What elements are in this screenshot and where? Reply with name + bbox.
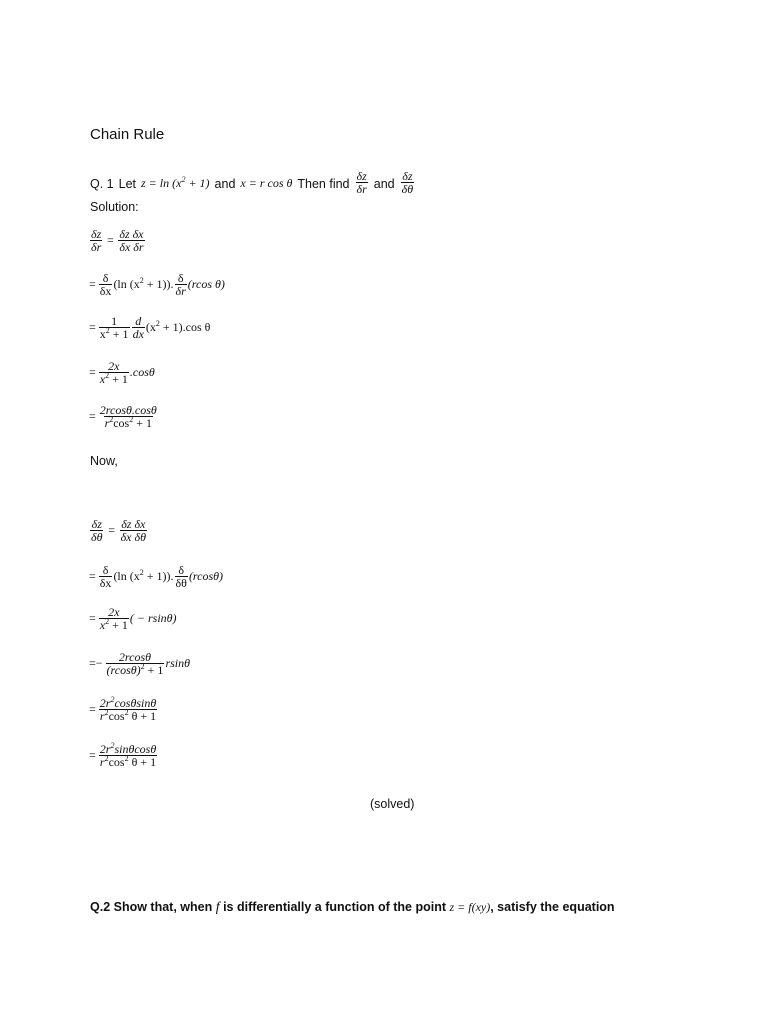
and-text-2: and	[373, 177, 395, 191]
question-2: Q.2 Show that, when f is differentially a function of the point z = f(xy) , satisfy the equation	[90, 900, 615, 915]
step-theta-2: = $\frac{\delta}{\delta x}$ (ln $(x^2 + 1)$). $\frac{\delta}{\delta\theta}$ (rcosθ)	[89, 563, 224, 590]
z-definition: $z = \ln (x^2 + 1)$	[141, 175, 210, 190]
question-1-label: Q. 1	[90, 177, 114, 191]
dz-dtheta-fraction: $\frac{\delta z}{\delta\theta}$	[401, 169, 414, 196]
step-r-2: = $\frac{\delta}{\delta x}$ (ln $(x^2 + 1)$). $\frac{\delta}{\delta r}$ (rcos θ)	[89, 271, 225, 298]
step-theta-3: = $\frac{2x}{x^2 + 1}$ ( − rsinθ)	[89, 605, 177, 632]
step-theta-4: =− $\frac{2rcos\theta}{(rcos\theta)^2 + 1}$ rsinθ	[89, 650, 191, 677]
solution-label: Solution:	[90, 200, 139, 214]
chain-rule-r: $\frac{\delta z}{\delta r}$ = $\frac{\text{δz δx}}{\text{δx δr}}$	[91, 227, 144, 254]
step-theta-5: = $\frac{2r^2\cos\theta\sin\theta}{r^2\cos^2 \theta + 1}$	[89, 695, 157, 723]
page-title: Chain Rule	[90, 126, 165, 143]
and-text: and	[214, 177, 236, 191]
step-r-3: = $\frac{1}{x^2 + 1}$ $\frac{d}{dx}$ $(x^2 + 1).\cos$ θ	[89, 314, 211, 341]
let-text: Let	[118, 177, 137, 191]
z-equals-f: z = f(xy)	[449, 900, 491, 914]
step-theta-6: = $\frac{2r^2\sin\theta\cos\theta}{r^2\cos^2 \theta + 1}$	[89, 741, 157, 769]
question-2-label: Q.2	[90, 900, 111, 914]
x-definition: x = r cos θ	[240, 176, 293, 190]
step-r-4: = $\frac{2x}{x^2 + 1}$ .cosθ	[89, 359, 155, 386]
f-symbol: f	[215, 900, 220, 915]
solved-label: (solved)	[370, 797, 415, 811]
then-find-text: Then find	[297, 177, 350, 191]
chain-rule-theta: $\frac{\delta z}{\delta\theta}$ = $\frac{\text{δz δx}}{\text{δx δθ}}$	[91, 517, 146, 544]
step-r-5: = $\frac{2rcos\theta.\cos\theta}{r^2\cos^2 + 1}$	[89, 403, 157, 430]
question-1	[90, 166, 415, 196]
dz-dr-fraction: $\frac{\delta z}{\delta r}$	[356, 169, 367, 196]
now-label: Now,	[90, 454, 118, 468]
